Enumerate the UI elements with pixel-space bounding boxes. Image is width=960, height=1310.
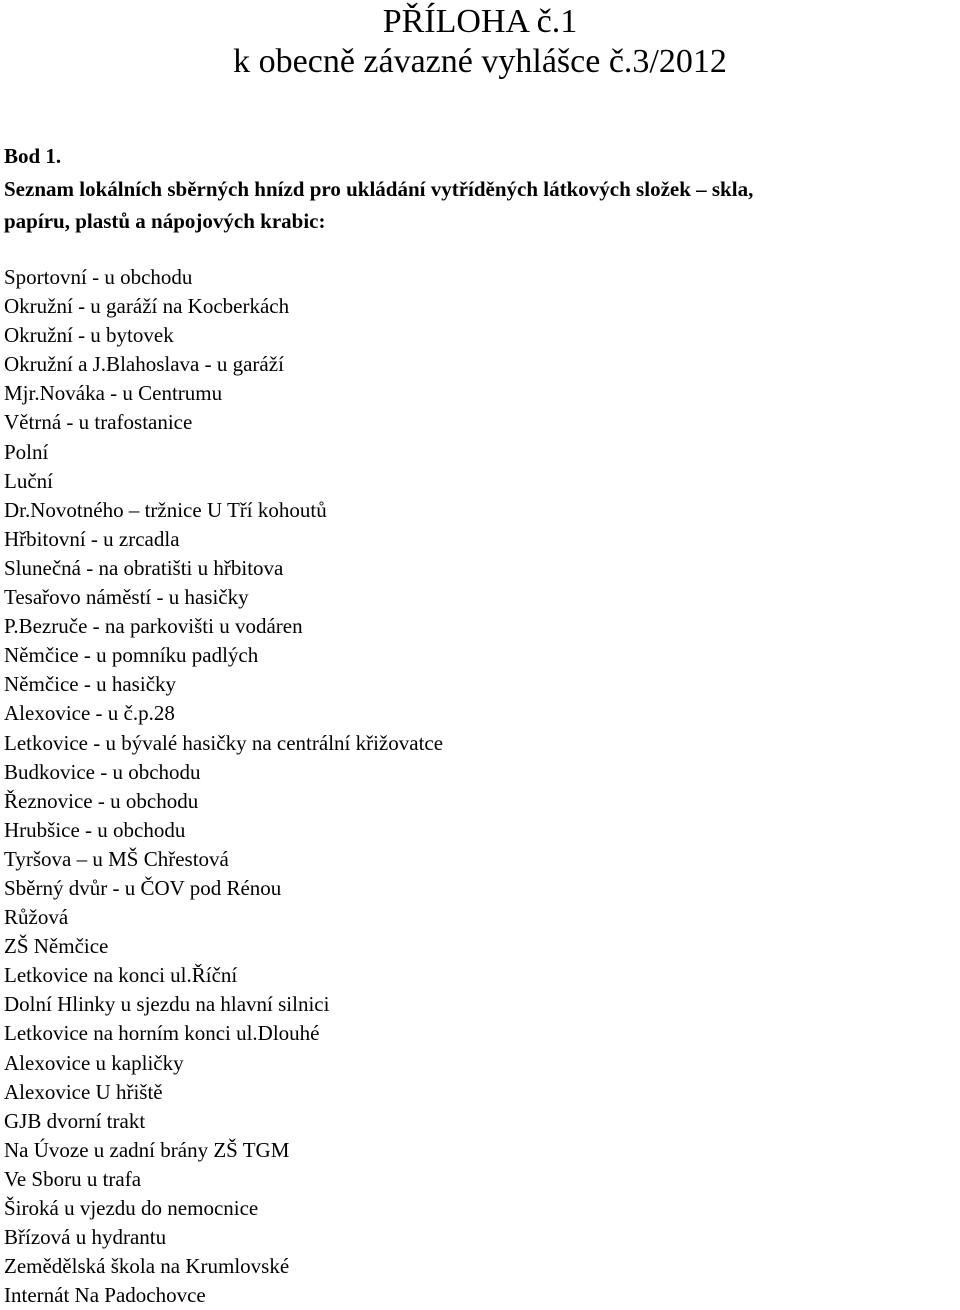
list-item: Růžová xyxy=(4,905,69,930)
list-item: Tyršova – u MŠ Chřestová xyxy=(4,846,229,871)
decree-subtitle: k obecně závazné vyhlášce č.3/2012 xyxy=(233,43,727,80)
list-item: Letkovice - u bývalé hasičky na centrální křižovatce xyxy=(4,730,444,755)
list-item: Letkovice na horním konci ul.Dlouhé xyxy=(4,1021,320,1046)
list-item: Tesařovo náměstí - u hasičky xyxy=(4,585,249,610)
list-item: Okružní - u bytovek xyxy=(4,323,174,348)
list-item: Alexovice U hřiště xyxy=(4,1079,163,1104)
list-item: P.Bezruče - na parkovišti u vodáren xyxy=(4,614,303,639)
list-item: Dolní Hlinky u sjezdu na hlavní silnici xyxy=(4,992,330,1017)
section-bod-1 xyxy=(4,142,960,237)
list-item: Břízová u hydrantu xyxy=(4,1225,167,1250)
list-item: Okružní a J.Blahoslava - u garáží xyxy=(4,352,284,377)
list-item: Široká u vjezdu do nemocnice xyxy=(4,1196,259,1220)
section-intro-line-2: papíru, plastů a nápojových krabic: xyxy=(4,209,326,233)
list-item: Sběrný dvůr - u ČOV pod Rénou xyxy=(4,875,282,900)
section-label: Bod 1. xyxy=(4,144,62,168)
list-item: Sportovní - u obchodu xyxy=(4,265,193,289)
list-item: Zemědělská škola na Krumlovské xyxy=(4,1254,290,1279)
section-intro xyxy=(4,173,960,237)
list-item: Řeznovice - u obchodu xyxy=(4,788,199,813)
list-item: Alexovice u kapličky xyxy=(4,1050,184,1075)
list-item: Hrubšice - u obchodu xyxy=(4,817,186,842)
list-item: Slunečná - na obratišti u hřbitova xyxy=(4,555,284,580)
list-item: Internát Na Padochovce xyxy=(4,1283,206,1308)
list-item: Dr.Novotného – tržnice U Tří kohoutů xyxy=(4,497,327,522)
list-item: Němčice - u pomníku padlých xyxy=(4,643,259,668)
document-header xyxy=(0,2,960,82)
list-item: Letkovice na konci ul.Říční xyxy=(4,963,238,988)
list-item: ZŠ Němčice xyxy=(4,934,109,959)
section-intro-line-1: Seznam lokálních sběrných hnízd pro ukládání vytříděných látkových složek – skla, xyxy=(4,177,754,201)
list-item: Luční xyxy=(4,468,53,493)
list-item: Němčice - u hasičky xyxy=(4,672,177,697)
list-item: Na Úvoze u zadní brány ZŠ TGM xyxy=(4,1137,290,1162)
list-item: Okružní - u garáží na Kocberkách xyxy=(4,294,290,319)
list-item: Hřbitovní - u zrcadla xyxy=(4,526,180,551)
list-item: Větrná - u trafostanice xyxy=(4,410,193,435)
list-item: Budkovice - u obchodu xyxy=(4,759,201,784)
list-item: Polní xyxy=(4,439,49,464)
annex-title: PŘÍLOHA č.1 xyxy=(382,3,578,40)
list-item: GJB dvorní trakt xyxy=(4,1108,146,1133)
collection-points-list xyxy=(4,263,960,1310)
list-item: Mjr.Nováka - u Centrumu xyxy=(4,381,223,406)
list-item: Alexovice - u č.p.28 xyxy=(4,701,175,726)
list-item: Ve Sboru u trafa xyxy=(4,1166,142,1191)
